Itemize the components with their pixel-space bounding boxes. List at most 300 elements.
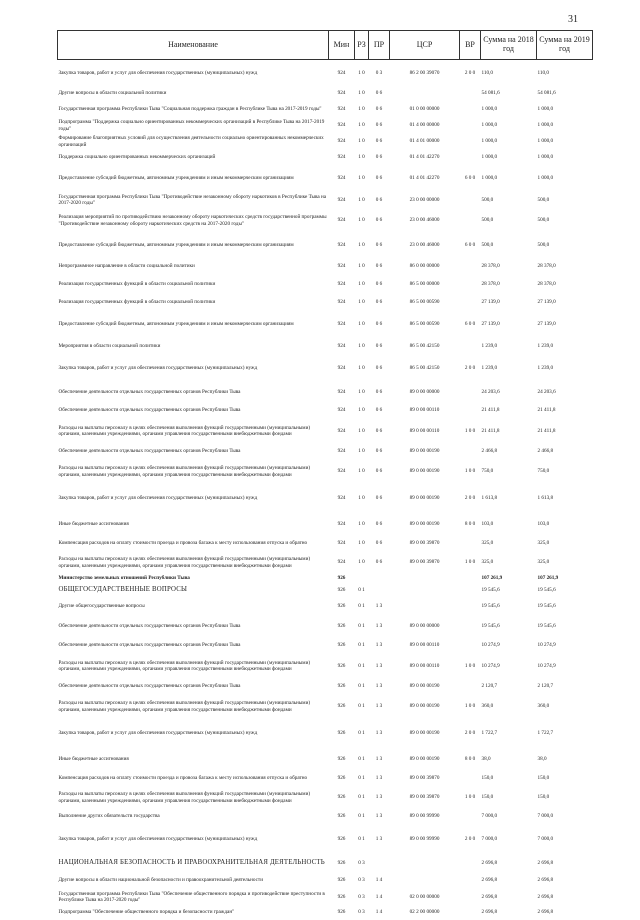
row-sum-2019: 38,0 xyxy=(537,756,547,763)
table-row xyxy=(58,102,593,118)
row-rz: 1 0 xyxy=(358,122,365,129)
row-rz: 0 1 xyxy=(358,641,365,648)
row-sum-2019: 2 696,8 xyxy=(537,893,554,900)
row-name: Расходы на выплаты персоналу в целях обеспечения выполнения функций государственными (муниципальными) органами, казенными учреждениями, органами управления государственными внебюджетными фондами xyxy=(58,465,311,478)
row-sum-2018: 1 722,7 xyxy=(481,730,498,737)
row-sum-2019: 24 203,6 xyxy=(537,388,556,395)
row-pr: 1 3 xyxy=(375,836,383,843)
table-row xyxy=(58,749,593,771)
row-sum-2018: 24 203,6 xyxy=(481,388,500,395)
row-min: 926 xyxy=(337,756,346,763)
table-row xyxy=(58,233,593,258)
row-pr: 0 6 xyxy=(375,263,383,270)
row-vr xyxy=(460,872,481,889)
row-min: 926 xyxy=(337,876,346,883)
row-vr xyxy=(460,118,481,134)
row-sum-2018: 1 000,0 xyxy=(481,154,498,161)
row-csr: 89 0 00 00000 xyxy=(409,388,440,395)
row-min: 926 xyxy=(337,587,346,594)
row-vr xyxy=(460,906,481,920)
row-min: 924 xyxy=(337,448,346,455)
row-sum-2019: 2 120,7 xyxy=(537,683,554,690)
row-sum-2019: 54 081,6 xyxy=(537,90,556,97)
table-row xyxy=(58,118,593,134)
table-row xyxy=(58,552,593,574)
row-csr: 01 4 01 42270 xyxy=(409,154,440,161)
row-csr: 89 0 00 00190 xyxy=(409,521,440,528)
row-pr: 1 4 xyxy=(375,876,383,883)
row-pr: 0 6 xyxy=(375,299,383,306)
row-vr: 6 0 0 xyxy=(464,175,476,182)
row-name: НАЦИОНАЛЬНАЯ БЕЗОПАСНОСТЬ И ПРАВООХРАНИТЕЛЬНАЯ ДЕЯТЕЛЬНОСТЬ xyxy=(58,858,325,866)
row-sum-2018: 10 274,9 xyxy=(481,662,500,669)
row-sum-2018: 2 696,8 xyxy=(481,859,498,866)
row-csr xyxy=(390,86,460,102)
table-row xyxy=(58,514,593,536)
row-vr xyxy=(460,276,481,294)
row-sum-2019: 21 411,8 xyxy=(537,427,556,434)
row-pr: 1 3 xyxy=(375,641,383,648)
row-sum-2019: 360,0 xyxy=(537,703,550,710)
row-name: Другие вопросы в области социальной политики xyxy=(58,90,167,97)
row-min: 924 xyxy=(337,281,346,288)
row-name: Государственная программа Республики Тыва "Противодействие незаконному обороту наркотиков в Республике Тыва на 2017-2020 годы" xyxy=(58,193,327,206)
row-min: 924 xyxy=(337,154,346,161)
row-name: Закупка товаров, работ и услуг для обеспечения государственных (муниципальных) нужд xyxy=(58,495,258,502)
header-sum-2018: Сумма на 2018 год xyxy=(481,31,537,60)
row-sum-2018: 500,0 xyxy=(481,241,494,248)
row-rz: 0 1 xyxy=(358,683,365,690)
row-vr: 1 0 0 xyxy=(464,703,476,710)
row-vr xyxy=(460,771,481,787)
table-row xyxy=(58,855,593,872)
row-pr: 1 3 xyxy=(375,683,383,690)
row-min: 926 xyxy=(337,662,346,669)
row-name: Государственная программа Республики Тыва "Обеспечение общественного порядка и противодействие преступности в Республике Тыва на 2017-2020 годы" xyxy=(58,890,325,903)
table-row xyxy=(58,258,593,276)
table-row xyxy=(58,679,593,695)
row-min: 924 xyxy=(337,540,346,547)
row-vr xyxy=(460,637,481,654)
table-row xyxy=(58,355,593,382)
row-vr xyxy=(460,616,481,637)
table-row xyxy=(58,276,593,294)
row-csr: 01 4 01 42270 xyxy=(409,175,440,182)
row-min: 924 xyxy=(337,427,346,434)
row-min: 926 xyxy=(337,641,346,648)
row-csr: 89 0 00 00110 xyxy=(409,407,440,414)
row-sum-2019: 27 139,0 xyxy=(537,321,556,328)
row-sum-2019: 2 696,8 xyxy=(537,859,554,866)
row-rz: 1 0 xyxy=(358,388,365,395)
row-csr: 89 0 00 00110 xyxy=(409,662,440,669)
row-pr: 0 6 xyxy=(375,540,383,547)
row-csr xyxy=(390,855,460,872)
row-vr xyxy=(460,209,481,233)
row-sum-2018: 19 545,6 xyxy=(481,603,500,610)
table-row xyxy=(58,419,593,444)
row-min: 924 xyxy=(337,175,346,182)
row-csr xyxy=(390,574,460,584)
row-sum-2018: 54 081,6 xyxy=(481,90,500,97)
row-rz: 0 3 xyxy=(358,876,365,883)
row-name: Закупка товаров, работ и услуг для обеспечения государственных (муниципальных) нужд xyxy=(58,364,258,371)
row-csr: 23 0 00 46000 xyxy=(409,241,440,248)
row-sum-2019: 150,0 xyxy=(537,775,550,782)
row-min: 924 xyxy=(337,196,346,203)
row-sum-2019: 10 274,9 xyxy=(537,662,556,669)
row-rz: 1 0 xyxy=(358,154,365,161)
row-sum-2018: 1 613,8 xyxy=(481,495,498,502)
row-sum-2019: 1 000,0 xyxy=(537,154,554,161)
row-sum-2019: 750,0 xyxy=(537,468,550,475)
row-sum-2018: 2 696,8 xyxy=(481,893,498,900)
row-rz: 0 1 xyxy=(358,703,365,710)
row-pr: 0 6 xyxy=(375,495,383,502)
row-rz: 1 0 xyxy=(358,196,365,203)
row-vr: 8 0 0 xyxy=(464,521,476,528)
row-vr: 2 0 0 xyxy=(464,69,476,76)
table-row xyxy=(58,771,593,787)
row-pr: 1 3 xyxy=(375,775,383,782)
table-row xyxy=(58,294,593,312)
row-sum-2019: 107 261,9 xyxy=(537,575,559,582)
row-vr xyxy=(460,192,481,209)
row-vr: 2 0 0 xyxy=(464,364,476,371)
row-rz: 1 0 xyxy=(358,468,365,475)
row-sum-2018: 38,0 xyxy=(481,756,491,763)
table-row xyxy=(58,654,593,679)
row-sum-2018: 21 411,8 xyxy=(481,427,500,434)
table-row xyxy=(58,150,593,166)
row-rz: 1 0 xyxy=(358,175,365,182)
row-vr xyxy=(460,294,481,312)
row-min: 924 xyxy=(337,388,346,395)
row-vr xyxy=(460,598,481,616)
row-vr xyxy=(460,855,481,872)
row-name: Обеспечение деятельности отдельных государственных органов Республики Тыва xyxy=(58,407,241,414)
row-sum-2019: 103,0 xyxy=(537,521,550,528)
row-pr: 0 6 xyxy=(375,175,383,182)
row-name: Реализация государственных функций в области социальной политики xyxy=(58,281,216,288)
row-csr: 02 0 00 00000 xyxy=(409,893,440,900)
row-sum-2018: 150,0 xyxy=(481,794,494,801)
row-vr xyxy=(460,382,481,403)
table-row xyxy=(58,86,593,102)
row-csr: 86 5 00 00590 xyxy=(409,321,440,328)
row-vr: 1 0 0 xyxy=(464,468,476,475)
budget-table xyxy=(57,30,593,920)
row-pr: 0 6 xyxy=(375,90,383,97)
row-min: 924 xyxy=(337,263,346,270)
row-sum-2018: 19 545,6 xyxy=(481,622,500,629)
table-row xyxy=(58,338,593,355)
row-name: Закупка товаров, работ и услуг для обеспечения государственных (муниципальных) нужд xyxy=(58,69,258,76)
row-pr: 1 3 xyxy=(375,703,383,710)
row-csr: 01 0 00 00000 xyxy=(409,106,440,113)
row-min: 926 xyxy=(337,775,346,782)
row-csr: 89 0 00 00190 xyxy=(409,703,440,710)
row-min: 926 xyxy=(337,603,346,610)
row-pr: 1 3 xyxy=(375,622,383,629)
row-csr: 89 0 00 39870 xyxy=(409,559,440,566)
row-name: Государственная программа Республики Тыва "Социальная поддержка граждан в Республике Тыва на 2017-2019 годы" xyxy=(58,106,322,113)
row-csr: 01 4 00 00000 xyxy=(409,122,440,129)
row-vr: 1 0 0 xyxy=(464,662,476,669)
row-csr: 23 0 00 46000 xyxy=(409,217,440,224)
table-row xyxy=(58,872,593,889)
table-header-row xyxy=(58,31,593,60)
row-rz: 1 0 xyxy=(358,407,365,414)
row-sum-2018: 325,0 xyxy=(481,559,494,566)
row-name: Обеспечение деятельности отдельных государственных органов Республики Тыва xyxy=(58,641,241,648)
row-rz: 1 0 xyxy=(358,559,365,566)
row-pr: 1 3 xyxy=(375,730,383,737)
row-sum-2019: 28 378,0 xyxy=(537,281,556,288)
header-sum-2019: Сумма на 2019 год xyxy=(537,31,593,60)
row-sum-2018: 1 000,0 xyxy=(481,138,498,145)
header-rz: РЗ xyxy=(355,31,369,60)
row-sum-2019: 10 274,9 xyxy=(537,641,556,648)
row-sum-2019: 19 545,6 xyxy=(537,587,556,594)
row-name: Реализация государственных функций в области социальной политики xyxy=(58,299,216,306)
header-name: Наименование xyxy=(58,31,329,60)
row-sum-2018: 2 696,8 xyxy=(481,909,498,916)
table-row xyxy=(58,134,593,150)
page-number: 31 xyxy=(568,14,578,25)
row-pr: 0 6 xyxy=(375,559,383,566)
row-vr: 2 0 0 xyxy=(464,495,476,502)
row-pr: 0 6 xyxy=(375,217,383,224)
row-sum-2018: 19 545,6 xyxy=(481,587,500,594)
row-vr xyxy=(460,150,481,166)
header-csr: ЦСР xyxy=(390,31,460,60)
row-csr: 89 0 00 00000 xyxy=(409,622,440,629)
row-vr xyxy=(460,444,481,460)
row-csr: 89 0 00 00190 xyxy=(409,468,440,475)
row-sum-2018: 360,0 xyxy=(481,703,494,710)
row-vr xyxy=(460,584,481,598)
table-row xyxy=(58,809,593,825)
row-pr: 0 6 xyxy=(375,241,383,248)
row-pr: 0 6 xyxy=(375,196,383,203)
row-sum-2018: 27 139,0 xyxy=(481,321,500,328)
row-csr: 89 0 00 99990 xyxy=(409,836,440,843)
row-name: Расходы на выплаты персоналу в целях обеспечения выполнения функций государственными (муниципальными) органами, казенными учреждениями, органами управления государственными внебюджетными фондами xyxy=(58,556,311,569)
row-min: 924 xyxy=(337,559,346,566)
table-row xyxy=(58,209,593,233)
table-row xyxy=(58,403,593,419)
row-sum-2019: 1 722,7 xyxy=(537,730,554,737)
row-name: Предоставление субсидий бюджетным, автономным учреждениям и иным некоммерческим организациям xyxy=(58,241,294,248)
row-min: 924 xyxy=(337,138,346,145)
row-sum-2019: 500,0 xyxy=(537,196,550,203)
row-min: 924 xyxy=(337,364,346,371)
row-rz: 1 0 xyxy=(358,241,365,248)
row-sum-2019: 1 000,0 xyxy=(537,138,554,145)
row-name: Обеспечение деятельности отдельных государственных органов Республики Тыва xyxy=(58,448,241,455)
row-name: Подпрограмма "Обеспечение общественного порядка и безопасности граждан" xyxy=(58,909,235,916)
row-rz: 0 3 xyxy=(358,859,365,866)
row-pr: 0 6 xyxy=(375,106,383,113)
row-pr: 0 6 xyxy=(375,388,383,395)
row-name: Расходы на выплаты персоналу в целях обеспечения выполнения функций государственными (муниципальными) органами, казенными учреждениями, органами управления государственными внебюджетными фондами xyxy=(58,700,311,713)
table-row xyxy=(58,60,593,86)
row-csr: 86 5 00 00000 xyxy=(409,281,440,288)
row-rz: 1 0 xyxy=(358,364,365,371)
row-sum-2018: 1 239,0 xyxy=(481,364,498,371)
table-row xyxy=(58,192,593,209)
row-csr: 23 0 00 00000 xyxy=(409,196,440,203)
row-pr: 0 6 xyxy=(375,281,383,288)
table-row xyxy=(58,825,593,855)
row-sum-2019: 1 000,0 xyxy=(537,175,554,182)
row-sum-2018: 1 000,0 xyxy=(481,106,498,113)
row-min: 926 xyxy=(337,859,346,866)
row-csr: 89 0 00 39870 xyxy=(409,540,440,547)
row-sum-2019: 27 139,0 xyxy=(537,299,556,306)
row-min: 926 xyxy=(337,794,346,801)
row-name: Расходы на выплаты персоналу в целях обеспечения выполнения функций государственными (муниципальными) органами, казенными учреждениями, органами управления государственными внебюджетными фондами xyxy=(58,424,311,437)
row-name: Выполнение других обязательств государства xyxy=(58,813,160,820)
row-csr: 89 0 00 00190 xyxy=(409,495,440,502)
row-sum-2019: 1 239,0 xyxy=(537,342,554,349)
row-pr: 0 6 xyxy=(375,138,383,145)
row-vr xyxy=(460,809,481,825)
row-vr xyxy=(460,574,481,584)
table-row xyxy=(58,695,593,719)
row-rz: 1 0 xyxy=(358,217,365,224)
row-sum-2019: 2 696,8 xyxy=(537,909,554,916)
row-rz: 1 0 xyxy=(358,342,365,349)
row-min: 924 xyxy=(337,299,346,306)
row-rz: 0 3 xyxy=(358,893,365,900)
row-csr xyxy=(390,872,460,889)
table-row xyxy=(58,444,593,460)
row-vr xyxy=(460,338,481,355)
row-csr: 89 0 00 00190 xyxy=(409,683,440,690)
row-sum-2018: 2 466,8 xyxy=(481,448,498,455)
row-vr xyxy=(460,134,481,150)
row-name: Предоставление субсидий бюджетным, автономным учреждениям и иным некоммерческим организациям xyxy=(58,321,294,328)
row-rz: 1 0 xyxy=(358,106,365,113)
row-rz: 1 0 xyxy=(358,427,365,434)
row-min: 924 xyxy=(337,122,346,129)
row-rz: 1 0 xyxy=(358,138,365,145)
table-row xyxy=(58,719,593,749)
row-name: Обеспечение деятельности отдельных государственных органов Республики Тыва xyxy=(58,683,241,690)
row-vr: 1 0 0 xyxy=(464,427,476,434)
row-sum-2018: 2 696,8 xyxy=(481,876,498,883)
header-vr: ВР xyxy=(460,31,481,60)
row-sum-2019: 19 545,6 xyxy=(537,603,556,610)
row-min: 926 xyxy=(337,683,346,690)
row-rz xyxy=(355,574,369,584)
row-name: Министерство земельных отношений Республики Тыва xyxy=(58,575,190,582)
row-name: Расходы на выплаты персоналу в целях обеспечения выполнения функций государственными (муниципальными) органами, казенными учреждениями, органами управления государственными внебюджетными фондами xyxy=(58,659,311,672)
row-name: Мероприятия в области социальной политики xyxy=(58,342,161,349)
row-rz: 1 0 xyxy=(358,495,365,502)
row-sum-2019: 1 000,0 xyxy=(537,106,554,113)
row-sum-2019: 500,0 xyxy=(537,217,550,224)
table-row xyxy=(58,637,593,654)
table-row xyxy=(58,598,593,616)
row-vr: 1 0 0 xyxy=(464,559,476,566)
row-sum-2018: 107 261,9 xyxy=(481,575,503,582)
row-name: Компенсация расходов на оплату стоимости проезда и провоза багажа к месту использования отпуска и обратно xyxy=(58,540,308,547)
row-rz: 1 0 xyxy=(358,69,365,76)
row-name: ОБЩЕГОСУДАРСТВЕННЫЕ ВОПРОСЫ xyxy=(58,586,188,594)
table-row xyxy=(58,460,593,484)
row-name: Поддержка социально ориентированных некоммерческих организаций xyxy=(58,154,216,161)
row-vr xyxy=(460,536,481,552)
row-rz: 0 3 xyxy=(358,909,365,916)
row-sum-2018: 1 000,0 xyxy=(481,122,498,129)
row-sum-2018: 28 378,0 xyxy=(481,281,500,288)
row-vr xyxy=(460,102,481,118)
row-vr: 1 0 0 xyxy=(464,794,476,801)
row-rz: 0 1 xyxy=(358,775,365,782)
row-name: Другие общегосударственные вопросы xyxy=(58,603,145,610)
row-min: 924 xyxy=(337,90,346,97)
row-vr xyxy=(460,258,481,276)
row-csr: 89 0 00 00190 xyxy=(409,730,440,737)
row-vr: 6 0 0 xyxy=(464,241,476,248)
row-csr: 02 2 00 00000 xyxy=(409,909,440,916)
table-row xyxy=(58,616,593,637)
row-name: Закупка товаров, работ и услуг для обеспечения государственных (муниципальных) нужд xyxy=(58,730,258,737)
row-csr: 86 0 00 00000 xyxy=(409,263,440,270)
row-sum-2018: 10 274,9 xyxy=(481,641,500,648)
row-pr: 1 3 xyxy=(375,662,383,669)
row-rz: 0 1 xyxy=(358,603,365,610)
header-pr: ПР xyxy=(369,31,390,60)
row-sum-2018: 1 239,0 xyxy=(481,342,498,349)
row-sum-2019: 2 696,8 xyxy=(537,876,554,883)
row-sum-2019: 150,0 xyxy=(537,794,550,801)
row-rz: 1 0 xyxy=(358,90,365,97)
row-vr: 8 0 0 xyxy=(464,756,476,763)
row-rz: 0 1 xyxy=(358,836,365,843)
row-csr: 89 0 00 00190 xyxy=(409,448,440,455)
row-csr: 89 0 00 39870 xyxy=(409,775,440,782)
row-pr: 1 3 xyxy=(375,813,383,820)
row-csr: 86 2 00 39070 xyxy=(409,69,440,76)
row-min: 926 xyxy=(337,836,346,843)
row-min: 924 xyxy=(337,468,346,475)
row-rz: 0 1 xyxy=(358,813,365,820)
row-sum-2019: 2 466,8 xyxy=(537,448,554,455)
row-vr xyxy=(460,679,481,695)
row-sum-2019: 1 239,0 xyxy=(537,364,554,371)
row-sum-2019: 1 613,8 xyxy=(537,495,554,502)
row-min: 926 xyxy=(337,622,346,629)
row-csr: 89 0 00 00110 xyxy=(409,641,440,648)
row-name: Расходы на выплаты персоналу в целях обеспечения выполнения функций государственными (муниципальными) органами, казенными учреждениями, органами управления государственными внебюджетными фондами xyxy=(58,791,311,804)
table-row xyxy=(58,584,593,598)
row-rz: 1 0 xyxy=(358,281,365,288)
row-name: Формирование благоприятных условий для осуществления деятельности социально ориентированных некоммерческих организаций xyxy=(58,135,324,148)
row-pr: 0 6 xyxy=(375,407,383,414)
row-name: Другие вопросы в области национальной безопасности и правоохранительной деятельности xyxy=(58,876,263,883)
row-rz: 0 1 xyxy=(358,730,365,737)
row-min: 926 xyxy=(337,813,346,820)
row-sum-2018: 27 139,0 xyxy=(481,299,500,306)
row-csr xyxy=(390,584,460,598)
row-pr: 0 6 xyxy=(375,321,383,328)
row-rz: 0 1 xyxy=(358,622,365,629)
row-sum-2019: 1 000,0 xyxy=(537,122,554,129)
